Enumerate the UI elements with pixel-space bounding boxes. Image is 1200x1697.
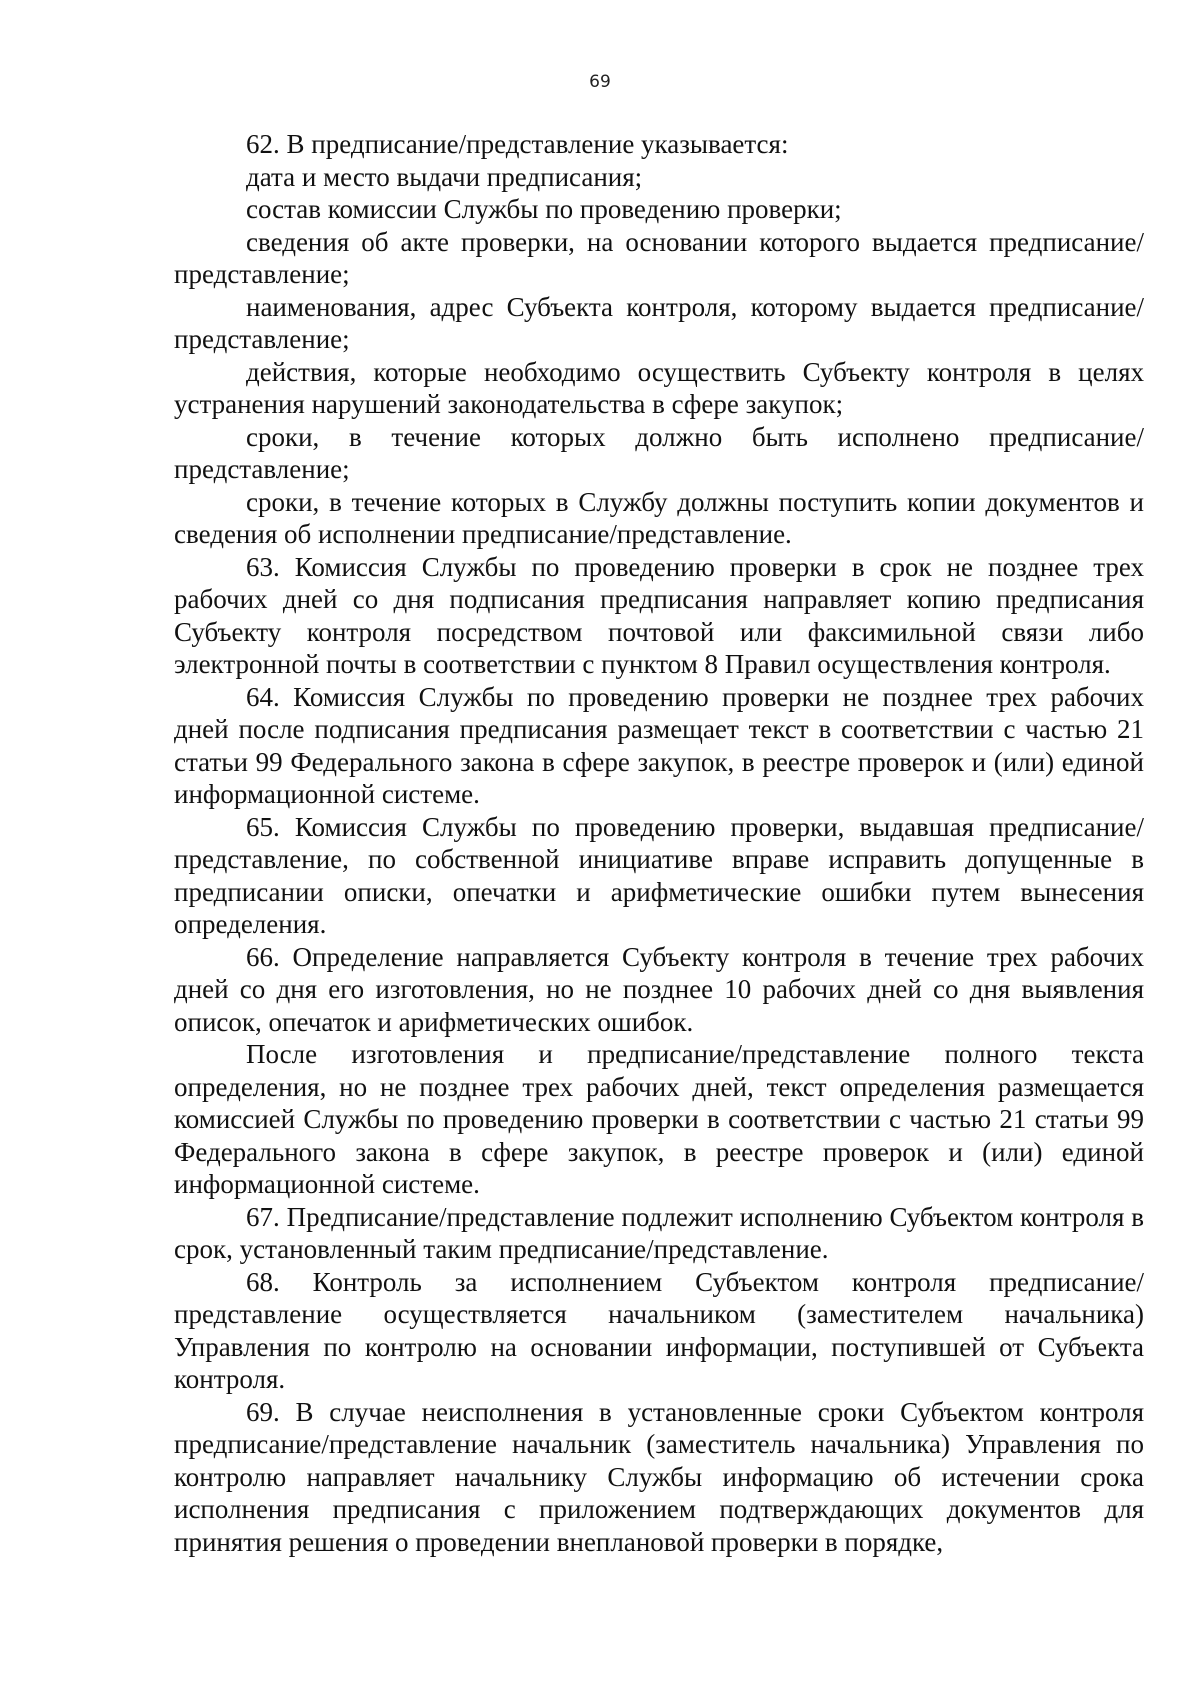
paragraph-69: 69. В случае неисполнения в установленные сроки Субъектом контроля предписание/представление начальник (заместитель начальника) Управления по контролю направляет начальнику Службы информацию об истечении срока исполнения предписания с приложением подтверждающих документов для принятия решения о проведении внеплановой проверки в порядке, bbox=[174, 1396, 1144, 1557]
paragraph-list-item: состав комиссии Службы по проведению проверки; bbox=[246, 194, 842, 224]
paragraph-63: 63. Комиссия Службы по проведению проверки в срок не позднее трех рабочих дней со дня подписания предписания направляет копию предписания Субъекту контроля посредством почтовой или факсимильной связи либо электронной почты в соответствии с пунктом 8 Правил осуществления контроля. bbox=[174, 551, 1144, 679]
paragraph-list-item: сроки, в течение которых должно быть исполнено предписание/представление; bbox=[174, 421, 1144, 484]
document-body bbox=[174, 128, 1144, 1558]
paragraph-list-item: сведения об акте проверки, на основании которого выдается предписание/представление; bbox=[174, 226, 1144, 289]
page-number: 69 bbox=[589, 72, 611, 92]
paragraph-62-heading: 62. В предписание/представление указывается: bbox=[246, 129, 789, 159]
paragraph-list-item: наименования, адрес Субъекта контроля, которому выдается предписание/представление; bbox=[174, 291, 1144, 354]
paragraph-list-item: дата и место выдачи предписания; bbox=[246, 161, 643, 192]
paragraph-66-continued: После изготовления и предписание/представление полного текста определения, но не позднее трех рабочих дней, текст определения размещается комиссией Службы по проведению проверки в соответствии с частью 21 статьи 99 Федерального закона в сфере закупок, в реестре проверок и (или) единой информационной системе. bbox=[174, 1039, 1144, 1199]
paragraph-64: 64. Комиссия Службы по проведению проверки не позднее трех рабочих дней после подписания предписания размещает текст в соответствии с частью 21 статьи 99 Федерального закона в сфере закупок, в реестре проверок и (или) единой информационной системе. bbox=[174, 681, 1144, 809]
paragraph-list-item: действия, которые необходимо осуществить Субъекту контроля в целях устранения нарушений законодательства в сфере закупок; bbox=[174, 356, 1144, 419]
paragraph-65: 65. Комиссия Службы по проведению проверки, выдавшая предписание/представление, по собственной инициативе вправе исправить допущенные в предписании описки, опечатки и арифметические ошибки путем вынесения определения. bbox=[174, 811, 1144, 939]
paragraph-66: 66. Определение направляется Субъекту контроля в течение трех рабочих дней со дня его изготовления, но не позднее 10 рабочих дней со дня выявления описок, опечаток и арифметических ошибок. bbox=[174, 941, 1144, 1037]
paragraph-68: 68. Контроль за исполнением Субъектом контроля предписание/представление осуществляется начальником (заместителем начальника) Управления по контролю на основании информации, поступившей от Субъекта контроля. bbox=[174, 1266, 1144, 1394]
paragraph-67: 67. Предписание/представление подлежит исполнению Субъектом контроля в срок, установленный таким предписание/представление. bbox=[174, 1201, 1144, 1264]
paragraph-list-item: сроки, в течение которых в Службу должны поступить копии документов и сведения об исполнении предписание/представление. bbox=[174, 486, 1144, 549]
